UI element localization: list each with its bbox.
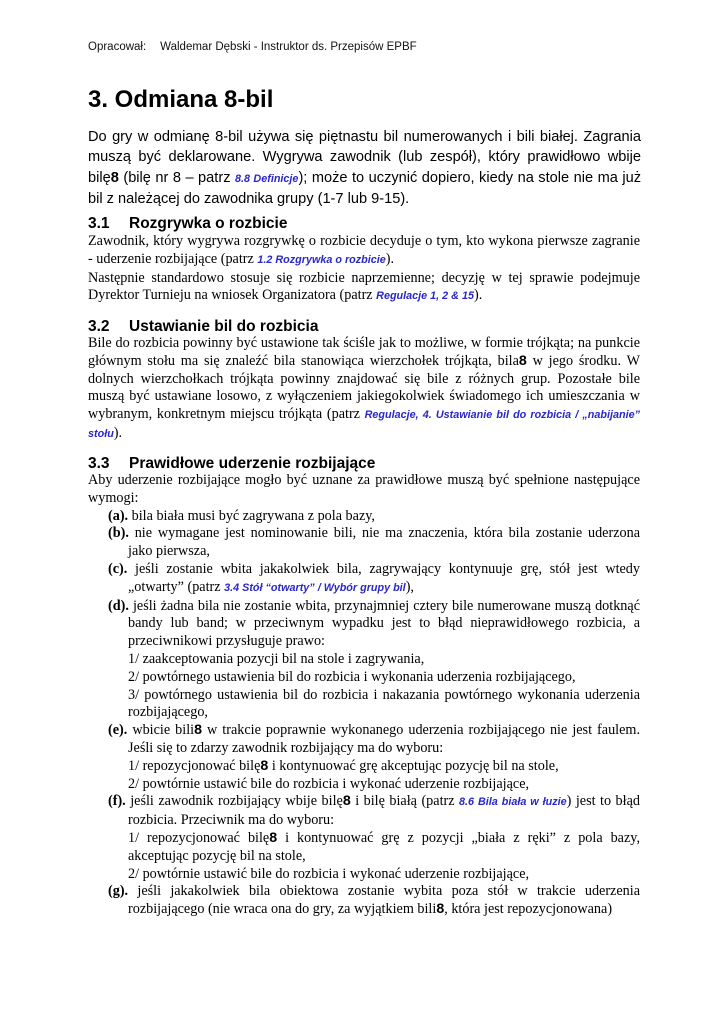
list-item-e — [108, 722, 640, 758]
section-title: Rozgrywka o rozbicie — [129, 215, 288, 232]
intro-text: Do gry w odmianę 8-bil używa się piętnastu bil numerowanych i bili białej. Zagrania muszą być deklarowane. Wygrywa zawodnik (lub zespół), który prawidłowo wbije bilę — [88, 129, 641, 186]
list-item-b — [108, 525, 640, 561]
section-heading-3-2 — [88, 318, 318, 336]
ball-eight: 8 — [436, 901, 445, 918]
item-key: (f). — [108, 793, 126, 810]
sub-option: 1/ zaakceptowania pozycji bil na stole i zagrywania, — [128, 650, 425, 667]
item-key: (a). — [108, 507, 129, 524]
ball-eight: 8 — [110, 169, 119, 186]
ref-link[interactable]: 8.8 Definicje — [234, 172, 299, 185]
item-text: nie wymagane jest nominowanie bili, nie ma znaczenia, która bila zostanie uderzona jako pierwsza, — [128, 525, 640, 560]
requirements-list — [88, 508, 640, 919]
section-body-3-2 — [88, 335, 640, 444]
header-label: Opracował: — [88, 41, 147, 53]
item-text: jeśli zawodnik rozbijający wbije bilę — [125, 793, 343, 810]
text: 1/ repozycjonować bilę — [128, 829, 270, 846]
paragraph — [88, 233, 640, 270]
item-text: ) jest to błąd rozbicia. Przeciwnik ma do wyboru: — [128, 793, 640, 829]
section-number: 3.2 — [88, 318, 110, 335]
header-author: Waldemar Dębski - Instruktor ds. Przepisów EPBF — [160, 41, 417, 53]
text: ). — [385, 250, 395, 267]
page-header — [88, 41, 417, 53]
item-key: (b). — [108, 525, 129, 542]
item-key: (e). — [108, 722, 128, 739]
text: Zawodnik, który wygrywa rozgrywkę o rozbicie decyduje o tym, kto wykona pierwsze zagranie - uderzenie rozbijające (patrz — [88, 233, 640, 267]
sub-option: 2/ powtórnie ustawić bile do rozbicia i wykonać uderzenie rozbijające, — [128, 775, 530, 792]
intro-paragraph — [88, 127, 641, 210]
text: Bile do rozbicia powinny być ustawione tak ściśle jak to możliwe, w formie trójkąta; na punkcie głównym stołu ma się znaleźć bila stanowiąca wierzchołek trójkąta, bila — [88, 335, 640, 369]
ball-eight: 8 — [194, 722, 202, 739]
list-item-a — [108, 508, 640, 526]
item-text: bila biała musi być zagrywana z pola bazy, — [128, 507, 375, 524]
section-body-3-3 — [88, 472, 640, 919]
list-item-c — [108, 561, 640, 598]
item-text: jeśli zostanie wbita jakakolwiek bila, zagrywający kontynuuje grę, stół jest wtedy „otwarty” (patrz — [127, 560, 640, 595]
intro-text: (bilę nr 8 – patrz — [118, 169, 235, 186]
text: 1/ repozycjonować bilę — [128, 757, 261, 774]
item-key: (d). — [108, 597, 129, 614]
text: i kontynuować grę akceptując pozycję bil na stole, — [268, 757, 559, 774]
sub-option — [88, 758, 640, 776]
sub-option — [88, 830, 640, 866]
section-number: 3.1 — [88, 215, 110, 232]
item-text: ), — [405, 578, 414, 595]
sub-option: 3/ powtórnego ustawienia bil do rozbicia i nakazania powtórnego wykonania uderzenia rozbijającego, — [128, 686, 640, 721]
item-text: wbicie bili — [127, 722, 195, 739]
text: Następnie standardowo stosuje się rozbicie naprzemienne; decyzję w tej sprawie podejmuje Dyrektor Turnieju na wniosek Organizatora (patrz — [88, 269, 640, 304]
section-title: Ustawianie bil do rozbicia — [129, 318, 319, 335]
ref-link[interactable]: Regulacje, 4. Ustawianie bil do rozbicia / „nabijanie” stołu — [88, 409, 641, 440]
text: w jego środku. W dolnych wierzchołkach trójkąta powinny znajdować się bile z różnych grup. Pozostałe bile muszą być ustawiane losowo, z wyłączeniem jakiegokolwiek świadomego ich umieszczania w wybranym, konkretnym miejscu trójkąta (patrz — [88, 352, 640, 423]
chapter-title: 3. Odmiana 8-bil — [88, 86, 274, 113]
intro-text: ); może to uczynić dopiero, kiedy na stole nie ma już bil z należącej do zawodnika grupy (1-7 lub 9-15). — [88, 169, 641, 208]
item-text: i bilę białą (patrz — [350, 793, 460, 810]
section-number: 3.3 — [88, 455, 110, 472]
item-key: (c). — [108, 560, 128, 577]
ref-link[interactable]: 8.6 Bila biała w łuzie — [459, 796, 567, 809]
ref-link[interactable]: Regulacje 1, 2 & 15 — [376, 290, 474, 303]
sub-option: 2/ powtórnie ustawić bile do rozbicia i wykonać uderzenie rozbijające, — [128, 865, 530, 882]
list-item-g — [108, 883, 640, 919]
item-text: jeśli żadna bila nie zostanie wbita, przynajmniej cztery bile numerowane muszą dotknąć bandy lub band; w przeciwnym wypadku jest to błąd nieprawidłowego rozbicia, a przeciwnikowi przysługuje prawo: — [128, 597, 640, 650]
ball-eight: 8 — [342, 793, 351, 810]
ball-eight: 8 — [518, 352, 527, 369]
section-heading-3-3 — [88, 455, 375, 473]
list-item-d — [108, 598, 640, 651]
paragraph — [88, 270, 640, 307]
lead-paragraph: Aby uderzenie rozbijające mogło być uznane za prawidłowe muszą być spełnione następujące wymogi: — [88, 472, 640, 506]
item-key: (g). — [108, 883, 129, 900]
paragraph — [88, 335, 640, 444]
text: ). — [113, 424, 123, 441]
text: ). — [473, 287, 483, 304]
section-body-3-1 — [88, 233, 640, 306]
sub-option: 2/ powtórnego ustawienia bil do rozbicia i wykonania uderzenia rozbijającego, — [128, 668, 576, 685]
item-text: , która jest repozycjonowana) — [444, 901, 613, 918]
section-heading-3-1 — [88, 215, 287, 233]
text: i kontynuować grę z pozycji „biała z ręki” z pola bazy, akceptując pozycję bil na stole, — [128, 829, 640, 864]
item-text: w trakcie poprawnie wykonanego uderzenia rozbijającego nie jest faulem. Jeśli się to zdarzy zawodnik rozbijający ma do wyboru: — [128, 722, 640, 756]
item-text: jeśli jakakolwiek bila obiektowa zostanie wybita poza stół w trakcie uderzenia rozbijającego (nie wraca ona do gry, za wyjątkiem bili — [128, 883, 640, 918]
ball-eight: 8 — [269, 829, 278, 846]
section-title: Prawidłowe uderzenie rozbijające — [129, 455, 376, 472]
ref-link[interactable]: 3.4 Stół “otwarty” / Wybór grupy bil — [224, 581, 406, 594]
ref-link[interactable]: 1.2 Rozgrywka o rozbicie — [257, 253, 386, 266]
ball-eight: 8 — [260, 757, 269, 774]
list-item-f — [108, 793, 640, 830]
